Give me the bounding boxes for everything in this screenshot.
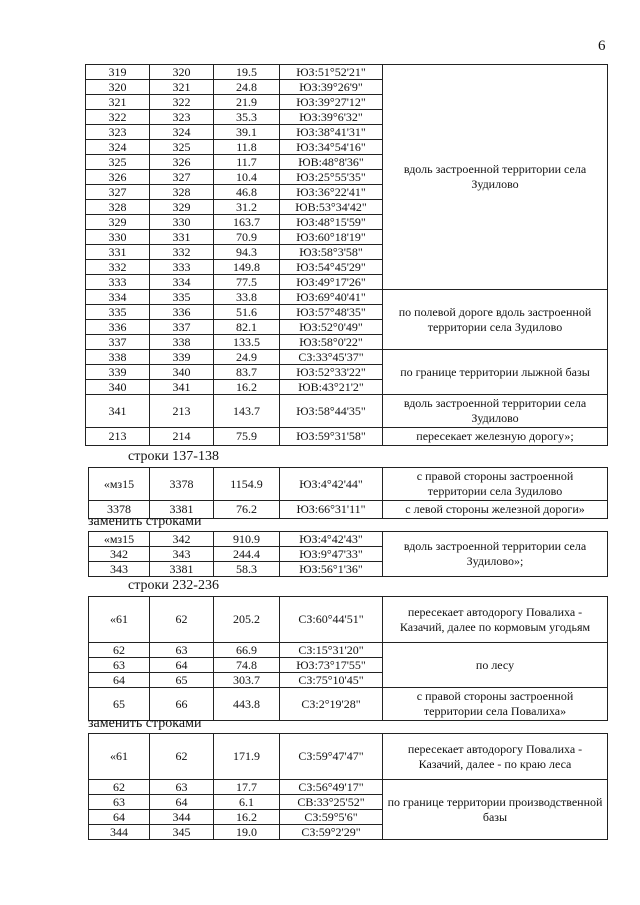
table-cell: ЮЗ:39°6'32" (280, 110, 383, 125)
table-cell: СЗ:2°19'28" (280, 688, 383, 721)
section-heading: строки 232-236 (128, 578, 219, 593)
table-cell: 324 (150, 125, 214, 140)
table-cell: 62 (150, 734, 214, 780)
table-cell: 329 (150, 200, 214, 215)
table-cell: 910.9 (214, 532, 280, 547)
table-cell: ЮЗ:66°31'11" (280, 501, 383, 519)
table-cell: ЮЗ:69°40'41" (280, 290, 383, 305)
section-heading: заменить строками (88, 716, 202, 731)
table-cell: ЮЗ:34°54'16" (280, 140, 383, 155)
table-cell: ЮЗ:60°18'19" (280, 230, 383, 245)
table-cell: 6.1 (214, 795, 280, 810)
table-cell: 319 (86, 65, 150, 80)
table-cell: 341 (150, 380, 214, 395)
table-cell: 65 (89, 688, 150, 721)
table-cell: 342 (89, 547, 150, 562)
table-cell: 66.9 (214, 643, 280, 658)
table-cell: 327 (86, 185, 150, 200)
table-cell: СЗ:75°10'45" (280, 673, 383, 688)
table-cell: 343 (150, 547, 214, 562)
table-cell: 16.2 (214, 380, 280, 395)
table-cell: 3378 (150, 468, 214, 501)
table-cell: 74.8 (214, 658, 280, 673)
table-cell: 345 (150, 825, 214, 840)
table-cell: 325 (150, 140, 214, 155)
table-cell: 10.4 (214, 170, 280, 185)
table-cell: 64 (89, 810, 150, 825)
table-description: по границе территории производственной базы (383, 780, 608, 840)
table-cell: ЮЗ:9°47'33" (280, 547, 383, 562)
table-cell: ЮЗ:49°17'26" (280, 275, 383, 290)
table-cell: 339 (150, 350, 214, 365)
section-heading: строки 137-138 (128, 449, 219, 464)
table-cell: 1154.9 (214, 468, 280, 501)
table-cell: 335 (86, 305, 150, 320)
table-cell: 334 (150, 275, 214, 290)
table-cell: 83.7 (214, 365, 280, 380)
table-cell: 58.3 (214, 562, 280, 577)
table-cell: 63 (150, 780, 214, 795)
table-cell: 320 (86, 80, 150, 95)
table-cell: СЗ:33°45'37" (280, 350, 383, 365)
table-cell: ЮЗ:58°44'35" (280, 395, 383, 428)
table-cell: 336 (86, 320, 150, 335)
table-cell: 336 (150, 305, 214, 320)
table-cell: ЮЗ:52°0'49" (280, 320, 383, 335)
table-cell: 62 (89, 780, 150, 795)
table-cell: 46.8 (214, 185, 280, 200)
table-cell: 321 (150, 80, 214, 95)
table-cell: 24.9 (214, 350, 280, 365)
table-cell: 244.4 (214, 547, 280, 562)
table-cell: 3378 (89, 501, 150, 519)
table-cell: 344 (89, 825, 150, 840)
table-cell: ЮЗ:73°17'55" (280, 658, 383, 673)
table-cell: 330 (150, 215, 214, 230)
table-description: вдоль застроенной территории села Зудилово (383, 65, 608, 290)
table-cell: 213 (150, 395, 214, 428)
table-cell: 303.7 (214, 673, 280, 688)
table-cell: 205.2 (214, 597, 280, 643)
table-cell: 323 (150, 110, 214, 125)
table-description: с правой стороны застроенной территории села Зудилово (383, 468, 608, 501)
table-cell: 62 (89, 643, 150, 658)
table-cell: 143.7 (214, 395, 280, 428)
table-cell: ЮВ:48°8'36" (280, 155, 383, 170)
table-description: по полевой дороге вдоль застроенной территории села Зудилово (383, 290, 608, 350)
table-cell: ЮЗ:51°52'21" (280, 65, 383, 80)
table-cell: 327 (150, 170, 214, 185)
table-cell: 82.1 (214, 320, 280, 335)
table-cell: 11.7 (214, 155, 280, 170)
table-description: с левой стороны железной дороги» (383, 501, 608, 519)
table-cell: 3381 (150, 562, 214, 577)
table-cell: 329 (86, 215, 150, 230)
table-cell: ЮЗ:39°26'9" (280, 80, 383, 95)
table-cell: 324 (86, 140, 150, 155)
table-description: вдоль застроенной территории села Зудилово»; (383, 532, 608, 577)
table-cell: 75.9 (214, 428, 280, 446)
table-cell: 443.8 (214, 688, 280, 721)
table-cell: 63 (150, 643, 214, 658)
table-cell: 333 (86, 275, 150, 290)
table-cell: 328 (86, 200, 150, 215)
boundary-table-2 (88, 467, 608, 519)
table-cell: 70.9 (214, 230, 280, 245)
table-cell: 338 (150, 335, 214, 350)
boundary-table-5 (88, 733, 608, 840)
table-cell: ЮЗ:59°31'58" (280, 428, 383, 446)
table-cell: СЗ:15°31'20" (280, 643, 383, 658)
table-cell: 51.6 (214, 305, 280, 320)
table-cell: 337 (150, 320, 214, 335)
table-description: с правой стороны застроенной территории села Повалиха» (383, 688, 608, 721)
table-cell: 326 (86, 170, 150, 185)
table-cell: 340 (150, 365, 214, 380)
table-cell: 343 (89, 562, 150, 577)
table-cell: 21.9 (214, 95, 280, 110)
table-cell: 19.5 (214, 65, 280, 80)
table-cell: 64 (150, 795, 214, 810)
table-cell: ЮЗ:58°0'22" (280, 335, 383, 350)
table-cell: 33.8 (214, 290, 280, 305)
section-heading: заменить строками (88, 514, 202, 529)
table-cell: 337 (86, 335, 150, 350)
table-cell: 326 (150, 155, 214, 170)
table-cell: 334 (86, 290, 150, 305)
table-cell: 332 (86, 260, 150, 275)
table-cell: 322 (86, 110, 150, 125)
table-cell: 325 (86, 155, 150, 170)
table-cell: 39.1 (214, 125, 280, 140)
table-cell: ЮВ:43°21'2" (280, 380, 383, 395)
table-cell: 339 (86, 365, 150, 380)
table-cell: 344 (150, 810, 214, 825)
table-cell: ЮЗ:4°42'44" (280, 468, 383, 501)
table-cell: «61 (89, 734, 150, 780)
table-cell: ЮЗ:36°22'41" (280, 185, 383, 200)
table-cell: ЮЗ:52°33'22" (280, 365, 383, 380)
table-cell: 340 (86, 380, 150, 395)
table-cell: 3381 (150, 501, 214, 519)
table-cell: 31.2 (214, 200, 280, 215)
table-cell: СЗ:56°49'17" (280, 780, 383, 795)
table-cell: 321 (86, 95, 150, 110)
table-cell: 76.2 (214, 501, 280, 519)
table-cell: 65 (150, 673, 214, 688)
table-cell: 64 (150, 658, 214, 673)
table-cell: ЮЗ:48°15'59" (280, 215, 383, 230)
table-cell: 335 (150, 290, 214, 305)
table-cell: 94.3 (214, 245, 280, 260)
table-cell: 214 (150, 428, 214, 446)
table-description: пересекает автодорогу Повалиха - Казачий, далее по кормовым угодьям (383, 597, 608, 643)
table-description: вдоль застроенной территории села Зудилово (383, 395, 608, 428)
table-cell: 323 (86, 125, 150, 140)
table-cell: ЮЗ:39°27'12" (280, 95, 383, 110)
table-cell: 17.7 (214, 780, 280, 795)
table-cell: СЗ:59°5'6" (280, 810, 383, 825)
table-cell: ЮЗ:38°41'31" (280, 125, 383, 140)
boundary-table-4 (88, 596, 608, 721)
table-cell: 149.8 (214, 260, 280, 275)
table-cell: 171.9 (214, 734, 280, 780)
table-cell: 16.2 (214, 810, 280, 825)
table-cell: 63 (89, 795, 150, 810)
table-cell: 62 (150, 597, 214, 643)
table-cell: СЗ:59°2'29" (280, 825, 383, 840)
table-cell: 19.0 (214, 825, 280, 840)
table-cell: 133.5 (214, 335, 280, 350)
table-cell: 328 (150, 185, 214, 200)
boundary-table-3 (88, 531, 608, 577)
table-description: по границе территории лыжной базы (383, 350, 608, 395)
table-cell: ЮЗ:56°1'36" (280, 562, 383, 577)
table-cell: 322 (150, 95, 214, 110)
table-cell: 341 (86, 395, 150, 428)
table-cell: ЮВ:53°34'42" (280, 200, 383, 215)
table-cell: ЮЗ:57°48'35" (280, 305, 383, 320)
table-cell: 64 (89, 673, 150, 688)
table-cell: ЮЗ:4°42'43" (280, 532, 383, 547)
table-description: пересекает автодорогу Повалиха - Казачий, далее - по краю леса (383, 734, 608, 780)
table-cell: «мз15 (89, 532, 150, 547)
table-description: пересекает железную дорогу»; (383, 428, 608, 446)
table-cell: 342 (150, 532, 214, 547)
table-cell: 66 (150, 688, 214, 721)
table-cell: 338 (86, 350, 150, 365)
table-cell: СЗ:60°44'51" (280, 597, 383, 643)
table-cell: 331 (150, 230, 214, 245)
table-cell: ЮЗ:25°55'35" (280, 170, 383, 185)
table-cell: 24.8 (214, 80, 280, 95)
table-cell: 63 (89, 658, 150, 673)
table-cell: ЮЗ:54°45'29" (280, 260, 383, 275)
table-cell: 320 (150, 65, 214, 80)
table-cell: 332 (150, 245, 214, 260)
table-cell: 11.8 (214, 140, 280, 155)
table-cell: «мз15 (89, 468, 150, 501)
table-cell: «61 (89, 597, 150, 643)
table-cell: 330 (86, 230, 150, 245)
table-cell: СЗ:59°47'47" (280, 734, 383, 780)
table-description: по лесу (383, 643, 608, 688)
table-cell: 77.5 (214, 275, 280, 290)
table-cell: 163.7 (214, 215, 280, 230)
table-cell: ЮЗ:58°3'58" (280, 245, 383, 260)
table-cell: 333 (150, 260, 214, 275)
page-number: 6 (598, 38, 606, 54)
boundary-table-1 (85, 64, 608, 446)
table-cell: 331 (86, 245, 150, 260)
table-cell: 213 (86, 428, 150, 446)
table-cell: 35.3 (214, 110, 280, 125)
table-cell: СВ:33°25'52" (280, 795, 383, 810)
